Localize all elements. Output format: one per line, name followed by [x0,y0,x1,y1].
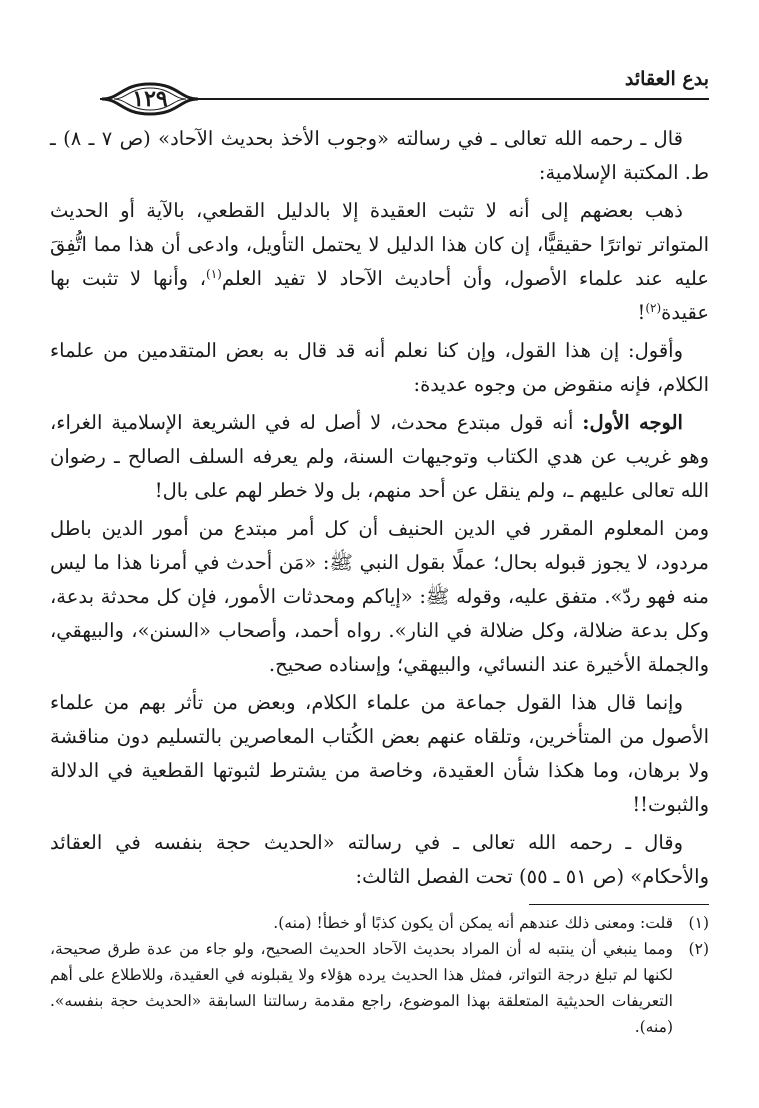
footnote-text: قلت: ومعنى ذلك عندهم أنه يمكن أن يكون كذبًا أو خطأ! (منه). [273,914,673,932]
paragraph-2-text-c: ! [637,301,646,324]
running-header-title: بدع العقائد [624,68,709,90]
paragraph-4-text: أنه قول مبتدع محدث، لا أصل له في الشريعة الإسلامية الغراء، وهو غريب عن هدي الكتاب وتوجيهات السنة، ولم يعرفه السلف الصالح ـ رضوان الله تعالى عليهم ـ، ولم ينقل عن أحد منهم، بل ولا خطر لهم على بال! [50,411,709,502]
footnote-ref-2[interactable]: (٢) [645,301,662,315]
footnote-number: (٢) [688,940,709,958]
paragraph-2-text-a: ذهب بعضهم إلى أنه لا تثبت العقيدة إلا بالدليل القطعي، بالآية أو الحديث المتواتر تواترًا حقيقيًّا، إن كان هذا الدليل لا يحتمل التأويل، وادعى أن هذا مما اتُّفِقَ عليه عند علماء الأصول، وأن أحاديث الآحاد لا تفيد العلم [50,199,709,290]
main-text [50,122,709,898]
footnote-text: ومما ينبغي أن ينتبه له أن المراد بحديث الآحاد الحديث الصحيح، ولو جاء من عدة طرق صحيحة، لكنها لم تبلغ درجة التواتر، فمثل هذا الحديث يرده هؤلاء ولا يقبلونه في العقيدة، وللاطلاع على أهم التعريفات الحديثية المتعلقة بهذا الموضوع، راجع مقدمة رسالتنا السابقة «الحديث حجة بنفسه». (منه). [50,940,673,1036]
paragraph-5: ومن المعلوم المقرر في الدين الحنيف أن كل أمر مبتدع من أمور الدين باطل مردود، لا يجوز قبوله بحال؛ عملًا بقول النبي ﷺ: «مَن أحدث في أمرنا هذا ما ليس منه فهو ردّ». متفق عليه، وقوله ﷺ: «إياكم ومحدثات الأمور، فإن كل محدثة بدعة، وكل بدعة ضلالة، وكل ضلالة في النار». رواه أحمد، وأصحاب «السنن»، والبيهقي، والجملة الأخيرة عند النسائي، والبيهقي؛ وإسناده صحيح. [50,517,709,676]
paragraph-7: وقال ـ رحمه الله تعالى ـ في رسالته «الحديث حجة بنفسه في العقائد والأحكام» (ص ٥١ ـ ٥٥) تحت الفصل الثالث: [50,831,709,888]
footnote-ref-1[interactable]: (١) [206,267,222,281]
paragraph-1: قال ـ رحمه الله تعالى ـ في رسالته «وجوب الأخذ بحديث الآحاد» (ص ٧ ـ ٨) ـ ط. المكتبة الإسلامية: [50,127,709,184]
footnotes [50,910,709,1040]
paragraph-6: وإنما قال هذا القول جماعة من علماء الكلام، وبعض من تأثر بهم من علماء الأصول من المتأخرين، وتلقاه عنهم بعض الكُتاب المعاصرين بالتسليم دون مناقشة ولا برهان، وما هكذا شأن العقيدة، وخاصة من يشترط لثبوتها القطعية في الدلالة والثبوت!! [50,691,709,816]
footnote-separator [529,904,709,905]
paragraph-2 [50,194,709,330]
footnote-1 [50,910,709,936]
footnote-2 [50,936,709,1040]
footnote-number: (١) [688,914,709,932]
paragraph-3: وأقول: إن هذا القول، وإن كنا نعلم أنه قد قال به بعض المتقدمين من علماء الكلام، فإنه منقوض من وجوه عديدة: [50,339,709,396]
paragraph-4 [50,406,709,508]
paragraph-4-label: الوجه الأول: [582,411,683,434]
page-number: ١٢٩ [132,86,168,112]
page-number-badge [100,82,200,116]
paragraph-2-text-b: ، وأنها لا تثبت بها عقيدة [50,267,709,324]
